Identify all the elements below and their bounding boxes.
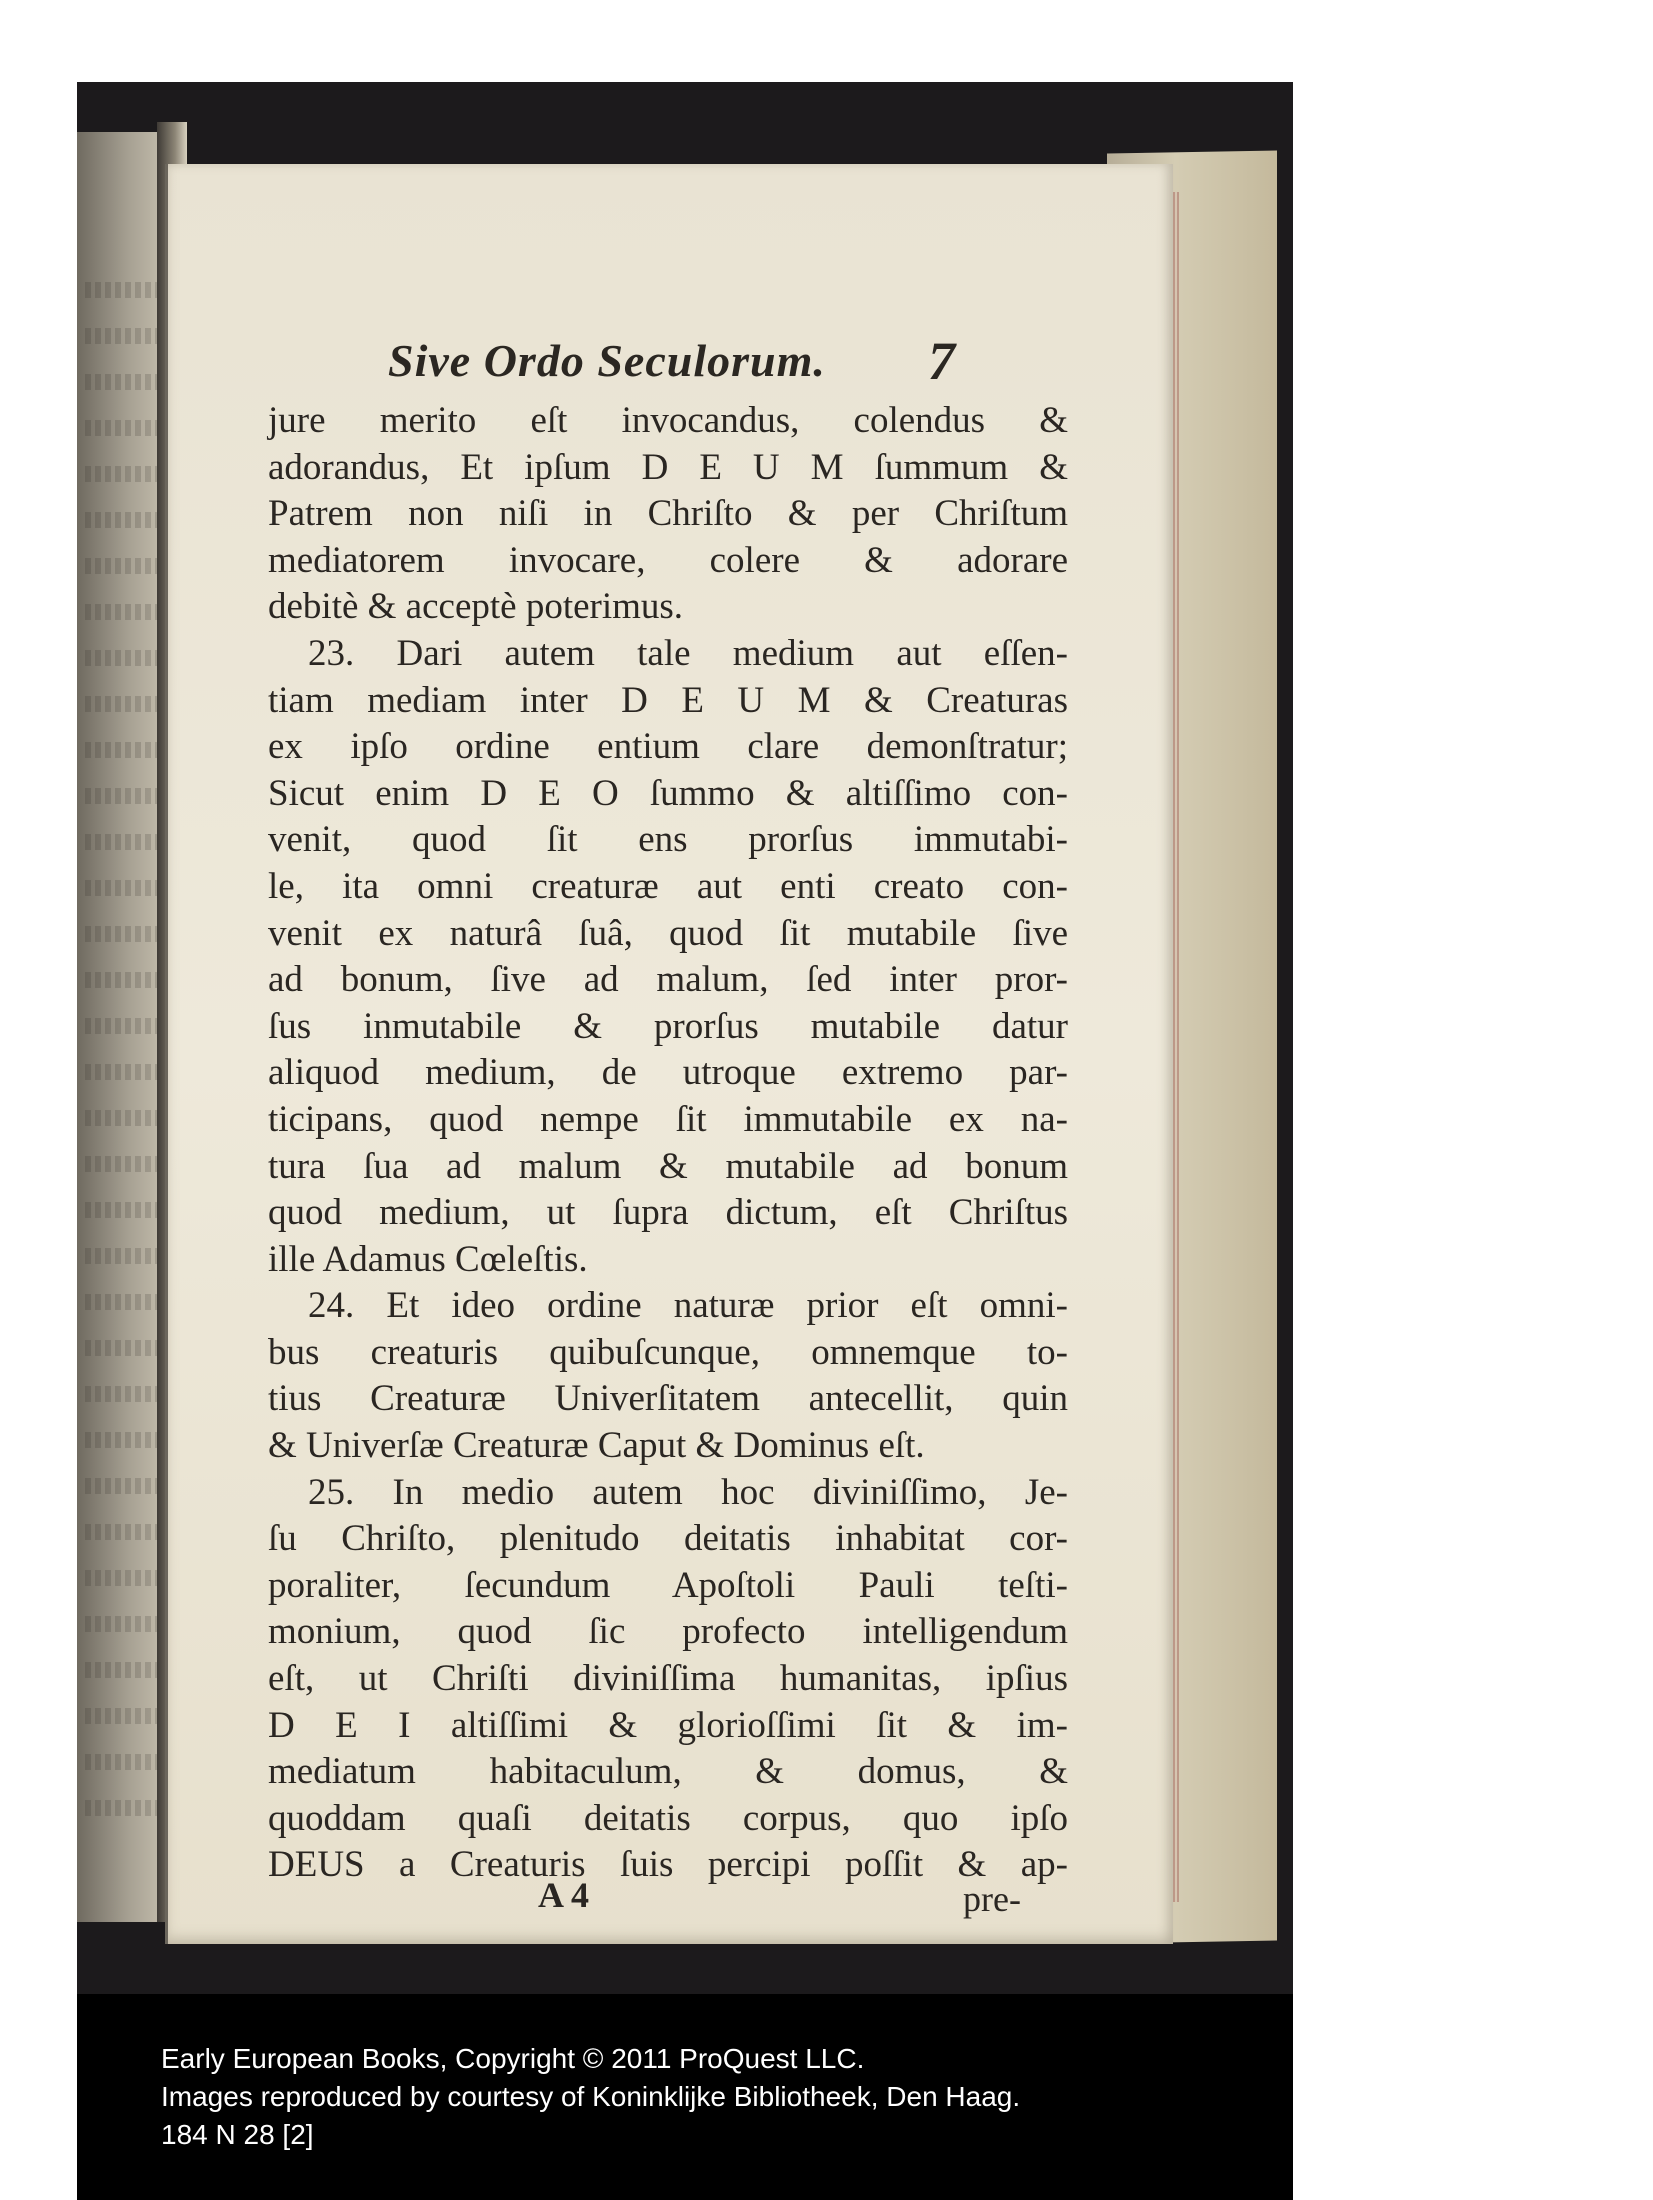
text-line: tura ſua ad malum & mutabile ad bonum xyxy=(268,1145,1068,1187)
ghost-text-stripe xyxy=(85,1202,165,1218)
ghost-text-stripe xyxy=(85,650,165,666)
ghost-text-stripe xyxy=(85,788,165,804)
text-line: tiam mediam inter D E U M & Creaturas xyxy=(268,679,1068,721)
catchword: pre- xyxy=(963,1879,1021,1919)
running-head-title: Sive Ordo Seculorum. xyxy=(388,335,826,386)
ghost-text-stripe xyxy=(85,926,165,942)
running-head xyxy=(388,334,948,404)
text-line: Patrem non niſi in Chriſto & per Chriſtum xyxy=(268,493,1068,535)
ghost-text-stripe xyxy=(85,696,165,712)
text-line: poraliter, ſecundum Apoſtoli Pauli teſti- xyxy=(268,1564,1068,1606)
ghost-text-stripe xyxy=(85,1110,165,1126)
copyright-caption xyxy=(77,1994,1293,2200)
caption-line-shelfmark: 184 N 28 [2] xyxy=(161,2119,314,2150)
ghost-text-stripe xyxy=(85,742,165,758)
text-line: adorandus, Et ipſum D E U M ſummum & xyxy=(268,446,1068,488)
text-line: bus creaturis quibuſcunque, omnemque to- xyxy=(268,1331,1068,1373)
text-line: debitè & acceptè poterimus. xyxy=(268,586,684,628)
ghost-text-stripe xyxy=(85,1800,165,1816)
ghost-text-stripe xyxy=(85,1294,165,1310)
text-line: DEUS a Creaturis ſuis percipi poſſit & ap- xyxy=(268,1844,1068,1886)
text-line: monium, quod ſic profecto intelligendum xyxy=(268,1611,1068,1653)
text-line: 25. In medio autem hoc diviniſſimo, Je- xyxy=(308,1471,1068,1513)
text-line: quoddam quaſi deitatis corpus, quo ipſo xyxy=(268,1797,1068,1839)
text-line: jure merito eſt invocandus, colendus & xyxy=(268,400,1068,441)
ghost-text-stripe xyxy=(85,1478,165,1494)
text-line: ſus inmutabile & prorſus mutabile datur xyxy=(268,1005,1068,1047)
ghost-text-stripe xyxy=(85,1432,165,1448)
text-line: venit ex naturâ ſuâ, quod ſit mutabile ſive xyxy=(268,912,1068,954)
scanned-book-photo xyxy=(77,82,1293,1994)
caption-line-courtesy: Images reproduced by courtesy of Koninklijke Bibliotheek, Den Haag. xyxy=(161,2081,1021,2112)
text-line: ex ipſo ordine entium clare demonſtratur; xyxy=(268,726,1068,768)
text-line: ticipans, quod nempe ſit immutabile ex na- xyxy=(268,1098,1068,1140)
ghost-text-stripe xyxy=(85,1524,165,1540)
ghost-text-stripe xyxy=(85,1248,165,1264)
text-line: mediatorem invocare, colere & adorare xyxy=(268,539,1068,581)
ghost-text-stripe xyxy=(85,1386,165,1402)
ghost-text-stripe xyxy=(85,1018,165,1034)
ghost-text-stripe xyxy=(85,558,165,574)
text-line: tius Creaturæ Univerſitatem antecellit, quin xyxy=(268,1378,1068,1420)
text-line: le, ita omni creaturæ aut enti creato con- xyxy=(268,865,1068,907)
text-line: Sicut enim D E O ſummo & altiſſimo con- xyxy=(268,772,1068,814)
ghost-text-stripe xyxy=(85,1570,165,1586)
text-line: aliquod medium, de utroque extremo par- xyxy=(268,1052,1068,1094)
ghost-text-stripe xyxy=(85,512,165,528)
ghost-text-stripe xyxy=(85,328,165,344)
text-line: eſt, ut Chriſti diviniſſima humanitas, ipſius xyxy=(268,1658,1068,1700)
ghost-text-stripe xyxy=(85,466,165,482)
ghost-text-stripe xyxy=(85,1064,165,1080)
ghost-text-stripe xyxy=(85,282,165,298)
text-line: D E I altiſſimi & glorioſſimi ſit & im- xyxy=(268,1704,1068,1746)
text-line: ille Adamus Cœleſtis. xyxy=(268,1238,588,1280)
ghost-text-stripe xyxy=(85,1708,165,1724)
ghost-text-stripe xyxy=(85,1662,165,1678)
body-text xyxy=(268,398,1068,1889)
caption-line-copyright: Early European Books, Copyright © 2011 ProQuest LLC. xyxy=(161,2043,865,2074)
ghost-text-stripe xyxy=(85,604,165,620)
text-line: mediatum habitaculum, & domus, & xyxy=(268,1751,1068,1793)
ghost-text-stripe xyxy=(85,880,165,896)
text-line: & Univerſæ Creaturæ Caput & Dominus eſt. xyxy=(268,1425,925,1467)
ghost-text-stripe xyxy=(85,1156,165,1172)
text-line: 23. Dari autem tale medium aut eſſen- xyxy=(308,632,1068,674)
ghost-text-stripe xyxy=(85,1340,165,1356)
ghost-text-stripe xyxy=(85,1754,165,1770)
ghost-text-stripe xyxy=(85,972,165,988)
ghost-text-stripe xyxy=(85,420,165,436)
book-page xyxy=(165,164,1173,1944)
text-line: ad bonum, ſive ad malum, ſed inter pror- xyxy=(268,959,1068,1001)
text-line: 24. Et ideo ordine naturæ prior eſt omni- xyxy=(308,1285,1068,1327)
text-line: venit, quod ſit ens prorſus immutabi- xyxy=(268,819,1068,861)
page-number: 7 xyxy=(928,331,955,391)
text-line: ſu Chriſto, plenitudo deitatis inhabitat cor- xyxy=(268,1518,1068,1560)
text-line: quod medium, ut ſupra dictum, eſt Chriſtus xyxy=(268,1192,1068,1234)
ghost-text-stripe xyxy=(85,374,165,390)
signature-mark: A 4 xyxy=(538,1875,590,1915)
ghost-text-stripe xyxy=(85,834,165,850)
ghost-text-stripe xyxy=(85,1616,165,1632)
